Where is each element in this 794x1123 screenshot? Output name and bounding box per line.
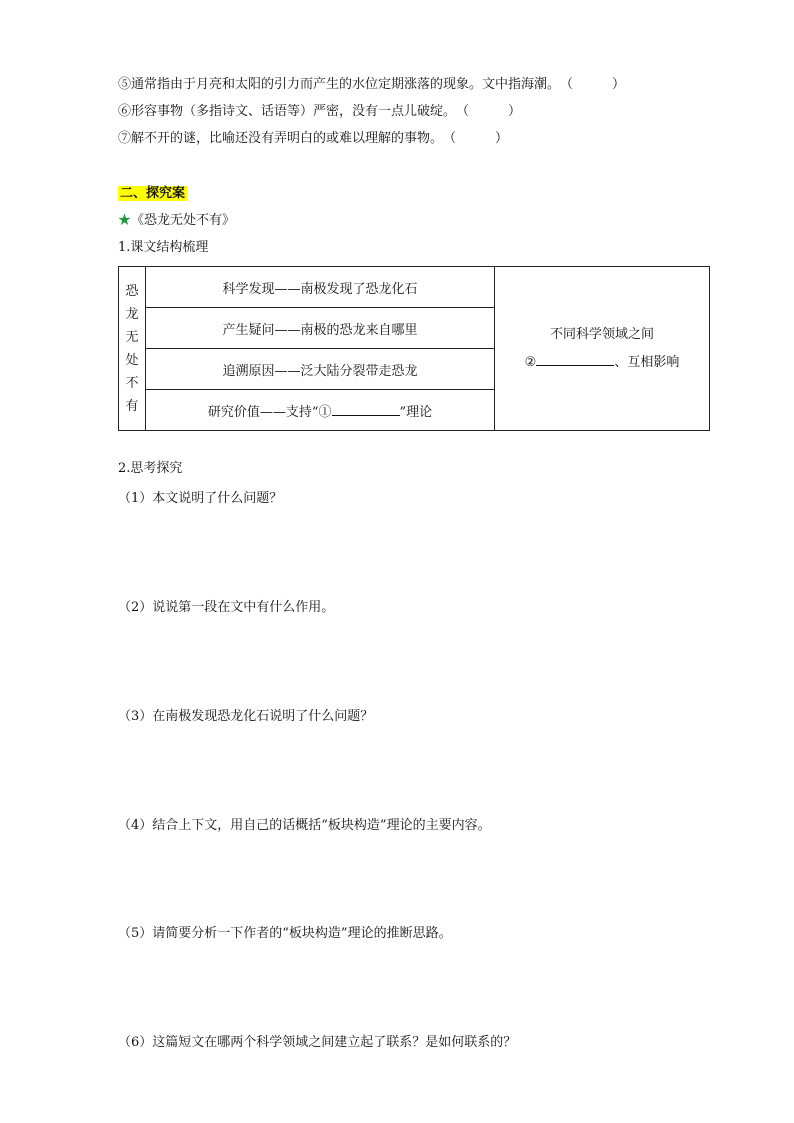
vertical-title-char: 不 bbox=[125, 375, 139, 391]
relation-suffix: 、互相影响 bbox=[614, 354, 680, 370]
star-icon: ★ bbox=[118, 213, 132, 228]
question-1: （1）本文说明了什么问题？ bbox=[118, 491, 283, 506]
definition-5-text: ⑤通常指由于月亮和太阳的引力而产生的水位定期涨落的现象。文中指海潮。 bbox=[118, 77, 561, 92]
question-5: （5）请简要分析一下作者的“板块构造”理论的推断思路。 bbox=[118, 926, 452, 941]
section-title: 二、探究案 bbox=[120, 186, 186, 201]
structure-table bbox=[118, 266, 710, 431]
question-4: （4）结合上下文，用自己的话概括“板块构造”理论的主要内容。 bbox=[118, 818, 491, 833]
vertical-title-char: 有 bbox=[125, 398, 139, 414]
structure-row-question: 产生疑问——南极的恐龙来自哪里 bbox=[146, 308, 495, 349]
vertical-title-char: 无 bbox=[125, 329, 139, 345]
relation-cell bbox=[495, 267, 710, 431]
definition-5 bbox=[118, 76, 625, 94]
question-3: （3）在南极发现恐龙化石说明了什么问题？ bbox=[118, 709, 374, 724]
theory-answer-blank[interactable] bbox=[332, 401, 400, 416]
relation-prefix: ② bbox=[524, 354, 537, 370]
lesson-name: 《恐龙无处不有》 bbox=[131, 213, 236, 228]
structure-row-value bbox=[146, 390, 495, 431]
definition-5-answer-blank[interactable]: （ ） bbox=[560, 77, 626, 92]
section-heading bbox=[118, 185, 187, 203]
lesson-title bbox=[118, 212, 235, 230]
vertical-title-char: 恐 bbox=[125, 283, 139, 299]
structure-heading: 1.课文结构梳理 bbox=[118, 240, 209, 255]
value-suffix: ”理论 bbox=[399, 404, 433, 420]
definition-6-answer-blank[interactable]: （ ） bbox=[456, 104, 522, 119]
question-6: （6）这篇短文在哪两个科学领域之间建立起了联系？是如何联系的？ bbox=[118, 1035, 517, 1050]
definition-7 bbox=[118, 130, 508, 148]
definition-7-text: ⑦解不开的谜，比喻还没有弄明白的或难以理解的事物。 bbox=[118, 131, 444, 146]
definition-6-text: ⑥形容事物（多指诗文、话语等）严密，没有一点儿破绽。 bbox=[118, 104, 457, 119]
value-prefix: 研究价值——支持“① bbox=[207, 404, 332, 420]
definition-7-answer-blank[interactable]: （ ） bbox=[443, 131, 509, 146]
vertical-title-cell bbox=[119, 267, 146, 431]
structure-row-cause: 追溯原因——泛大陆分裂带走恐龙 bbox=[146, 349, 495, 390]
question-2: （2）说说第一段在文中有什么作用。 bbox=[118, 600, 335, 615]
think-heading: 2.思考探究 bbox=[118, 461, 183, 476]
vertical-title-char: 龙 bbox=[125, 306, 139, 322]
structure-row-discovery: 科学发现——南极发现了恐龙化石 bbox=[146, 267, 495, 308]
relation-line-1: 不同科学领域之间 bbox=[549, 326, 654, 342]
vertical-title-char: 处 bbox=[125, 352, 139, 368]
relation-line-2 bbox=[495, 349, 709, 377]
relation-answer-blank[interactable] bbox=[536, 351, 614, 366]
definition-6 bbox=[118, 103, 521, 121]
